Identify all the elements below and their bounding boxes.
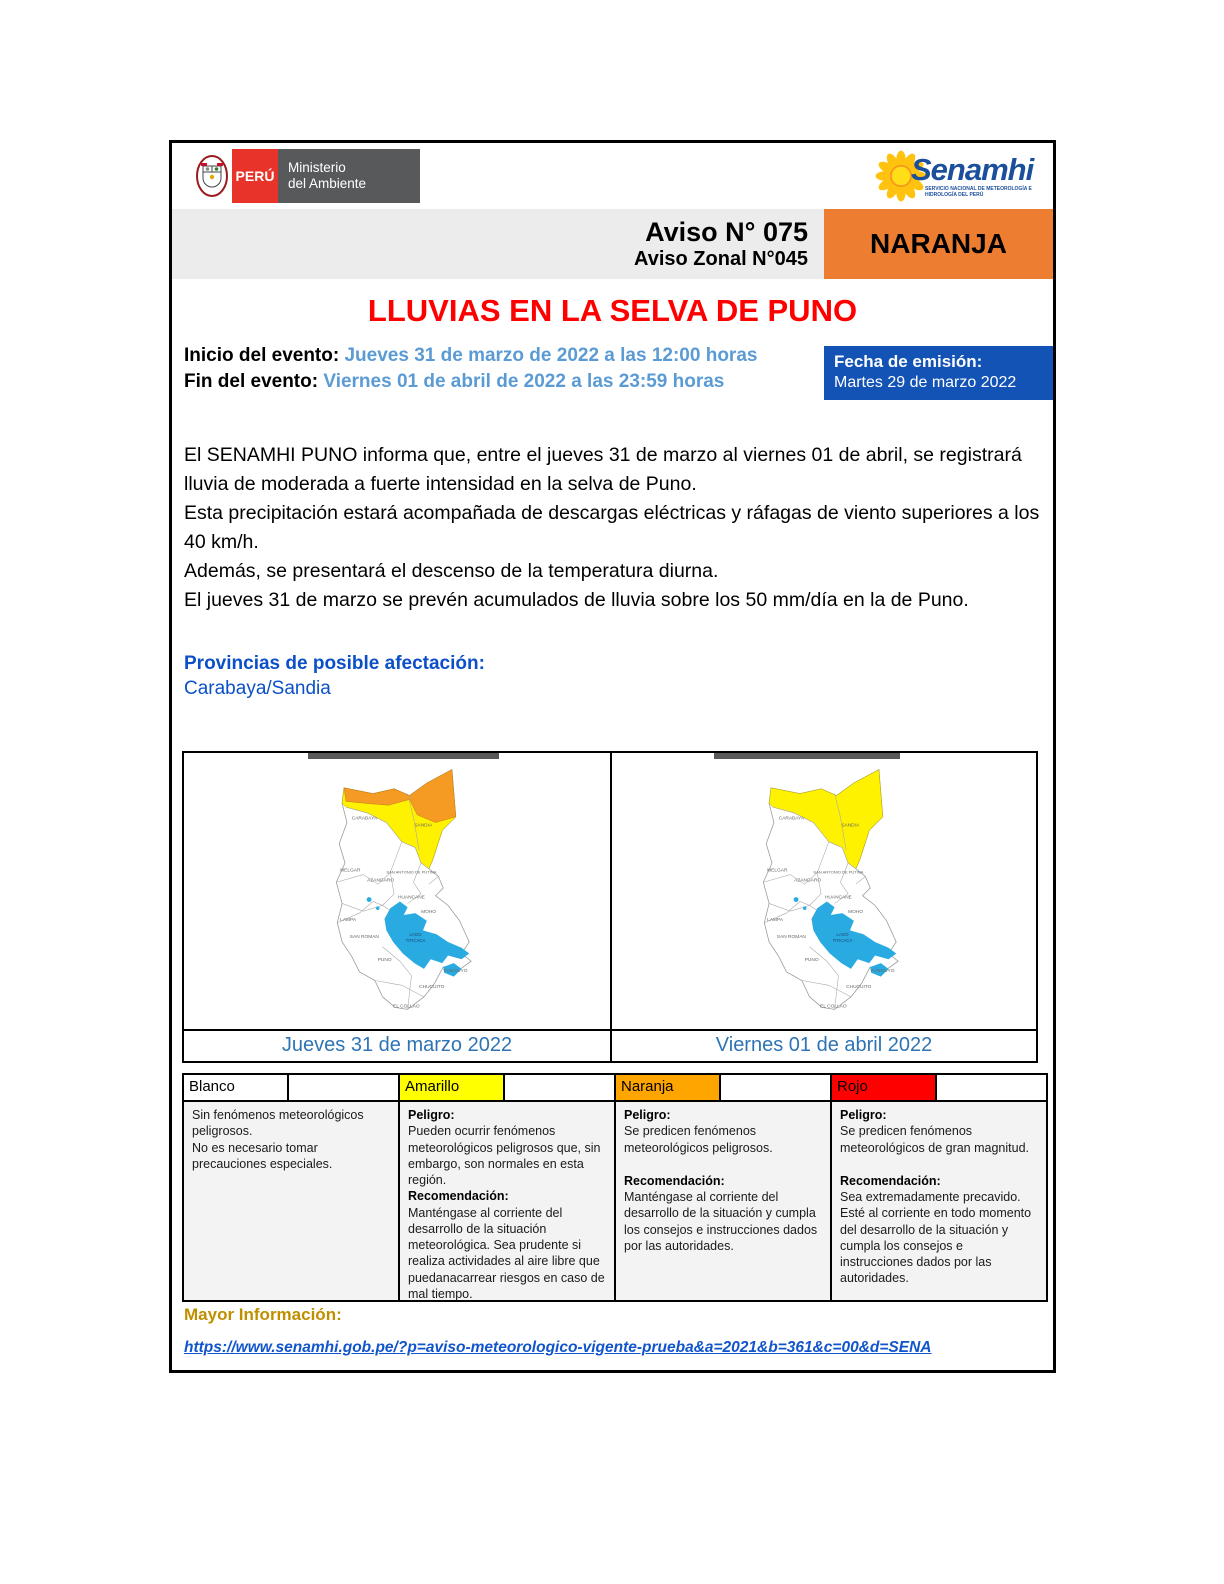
peru-coat-of-arms-icon (192, 147, 232, 205)
svg-text:CHUCUITO: CHUCUITO (846, 985, 872, 991)
page-title: LLUVIAS EN LA SELVA DE PUNO (367, 293, 858, 328)
peru-label: PERÚ (232, 149, 278, 203)
alert-level-legend (182, 1073, 1048, 1302)
legend-header-rojo: Rojo (832, 1075, 937, 1100)
legend-column-blanco (184, 1075, 398, 1300)
svg-text:CARABAYA: CARABAYA (778, 816, 805, 822)
svg-text:YUNGUYO: YUNGUYO (443, 968, 468, 974)
paragraph-4: El jueves 31 de marzo se prevén acumulados de lluvia sobre los 50 mm/día en la de Puno. (184, 589, 969, 611)
svg-text:SAN ROMAN: SAN ROMAN (349, 935, 379, 941)
svg-text:YUNGUYO: YUNGUYO (870, 968, 895, 974)
senamhi-logo (875, 145, 1045, 207)
emission-date-label: Fecha de emisión: (834, 352, 983, 371)
legend-block-label: Peligro: (408, 1108, 455, 1122)
event-start-value: Jueves 31 de marzo de 2022 a las 12:00 horas (344, 345, 758, 366)
ministry-line1: Ministerio (288, 160, 346, 176)
legend-block-label: Peligro: (840, 1108, 887, 1122)
svg-text:MELGAR: MELGAR (767, 868, 788, 874)
legend-block-label: Peligro: (624, 1108, 671, 1122)
legend-text-block (840, 1173, 1038, 1287)
legend-header-amarillo: Amarillo (400, 1075, 505, 1100)
aviso-number: Aviso N° 075 (645, 216, 808, 247)
legend-text-block (624, 1107, 822, 1156)
map-caption-thursday: Jueves 31 de marzo 2022 (281, 1034, 513, 1056)
ministry-line2: del Ambiente (288, 176, 367, 191)
event-end-value: Viernes 01 de abril de 2022 a las 23:59 horas (323, 371, 725, 392)
legend-block-label: Recomendación: (624, 1173, 725, 1188)
senamhi-subtitle: SERVICIO NACIONAL DE METEOROLOGÍA E HIDROLOGÍA DEL PERÚ (925, 185, 1032, 198)
paragraph-2: Esta precipitación estará acompañada de descargas eléctricas y ráfagas de viento superiores a los 40 km/h. (184, 502, 1040, 553)
legend-text-block (192, 1140, 390, 1173)
legend-header-naranja: Naranja (616, 1075, 721, 1100)
peru-ministry-logo (192, 147, 420, 205)
svg-text:MOHO: MOHO (848, 910, 864, 916)
legend-column-rojo (830, 1075, 1046, 1300)
event-start-row (184, 343, 757, 369)
legend-text-block (624, 1173, 822, 1254)
svg-text:CARABAYA: CARABAYA (351, 816, 378, 822)
map-caption-friday: Viernes 01 de abril 2022 (610, 1031, 1036, 1061)
legend-header-blank (721, 1075, 830, 1100)
header-logos (172, 143, 1053, 209)
svg-text:TITICACA: TITICACA (405, 937, 426, 943)
svg-text:AZANGARO: AZANGARO (794, 878, 822, 884)
legend-header-blanco: Blanco (184, 1075, 289, 1100)
svg-text:MOHO: MOHO (421, 910, 437, 916)
legend-block-label: Recomendación: (840, 1173, 941, 1188)
map-friday (610, 753, 1036, 1029)
affected-provinces-value: Carabaya/Sandia (184, 678, 331, 699)
event-end-row (184, 369, 757, 395)
advisory-link[interactable]: https://www.senamhi.gob.pe/?p=aviso-meteorologico-vigente-prueba&a=2021&b=361&c=00&d=SENA (184, 1339, 932, 1356)
event-dates (184, 343, 757, 395)
affected-provinces-label: Provincias de posible afectación: (184, 653, 485, 674)
svg-text:MELGAR: MELGAR (340, 868, 361, 874)
event-end-label: Fin del evento: (184, 371, 319, 392)
legend-text-block (840, 1107, 1038, 1156)
affected-provinces (184, 651, 485, 701)
svg-text:LAMPA: LAMPA (767, 917, 784, 923)
svg-text:LAGO: LAGO (409, 932, 422, 938)
senamhi-name: Senamhi (911, 151, 1034, 187)
legend-column-amarillo (398, 1075, 614, 1300)
paragraph-1: El SENAMHI PUNO informa que, entre el jueves 31 de marzo al viernes 01 de abril, se registrará lluvia de moderada a fuerte intensidad en la selva de Puno. (184, 444, 1022, 495)
legend-block-text: Se predicen fenómenos meteorológicos peligrosos. (624, 1124, 773, 1155)
svg-text:HUANCANE: HUANCANE (824, 895, 852, 901)
more-info-label: Mayor Información: (184, 1305, 342, 1324)
advisory-body (184, 441, 1045, 615)
legend-header-blank (505, 1075, 614, 1100)
legend-block-text: Pueden ocurrir fenómenos meteorológicos peligrosos que, sin embargo, son normales en esta región. (408, 1124, 601, 1187)
map-thursday (184, 753, 610, 1029)
event-start-label: Inicio del evento: (184, 345, 340, 366)
svg-text:SANDIA: SANDIA (414, 823, 433, 829)
svg-text:SAN ANTONIO DE PUTINA: SAN ANTONIO DE PUTINA (813, 869, 864, 875)
legend-block-text: Manténgase al corriente del desarrollo de la situación y cumpla los consejos e instrucciones dados por las autoridades. (624, 1190, 818, 1253)
svg-text:HUANCANE: HUANCANE (397, 895, 425, 901)
legend-header-blank (937, 1075, 1046, 1100)
aviso-zonal-number: Aviso Zonal N°045 (634, 248, 808, 271)
svg-text:TITICACA: TITICACA (832, 937, 853, 943)
legend-column-naranja (614, 1075, 830, 1300)
svg-text:LAMPA: LAMPA (340, 917, 357, 923)
svg-text:SAN ANTONIO DE PUTINA: SAN ANTONIO DE PUTINA (386, 869, 437, 875)
ministry-label (278, 149, 420, 203)
legend-block-text: Sea extremadamente precavido. Esté al corriente en todo momento del desarrollo de la situación y cumpla los consejos e instrucciones dados por las autoridades. (840, 1190, 1032, 1286)
advisory-document (169, 140, 1056, 1373)
puno-map-friday (713, 759, 935, 1019)
legend-text-block (192, 1107, 390, 1140)
legend-header-blank (289, 1075, 398, 1100)
svg-text:EL COLLAO: EL COLLAO (820, 1004, 847, 1010)
svg-text:SANDIA: SANDIA (841, 823, 860, 829)
svg-text:EL COLLAO: EL COLLAO (393, 1004, 420, 1010)
legend-block-text: Se predicen fenómenos meteorológicos de gran magnitud. (840, 1124, 1030, 1155)
legend-block-text: No es necesario tomar precauciones especiales. (192, 1140, 333, 1171)
svg-text:PUNO: PUNO (804, 958, 819, 964)
emission-date-value: Martes 29 de marzo 2022 (834, 374, 1017, 392)
svg-text:CHUCUITO: CHUCUITO (419, 985, 445, 991)
paragraph-3: Además, se presentará el descenso de la temperatura diurna. (184, 560, 719, 582)
legend-block-label: Recomendación: (408, 1189, 509, 1204)
alert-level-badge: NARANJA (824, 209, 1053, 279)
legend-block-text: Sin fenómenos meteorológicos peligrosos. (192, 1108, 364, 1139)
alert-maps (182, 751, 1038, 1063)
svg-text:SAN ROMAN: SAN ROMAN (776, 935, 806, 941)
legend-text-block (408, 1188, 606, 1302)
advisory-banner (172, 209, 1053, 279)
emission-date-box (824, 346, 1053, 400)
legend-block-text: Manténgase al corriente del desarrollo de la situación meteorológica. Sea prudente si realiza actividades al aire libre que puedanacarrear riesgos en caso de mal tiempo. (408, 1205, 605, 1301)
puno-map-thursday (286, 759, 508, 1019)
svg-text:PUNO: PUNO (377, 958, 392, 964)
legend-text-block (408, 1107, 606, 1188)
svg-text:LAGO: LAGO (836, 932, 849, 938)
svg-text:AZANGARO: AZANGARO (367, 878, 395, 884)
